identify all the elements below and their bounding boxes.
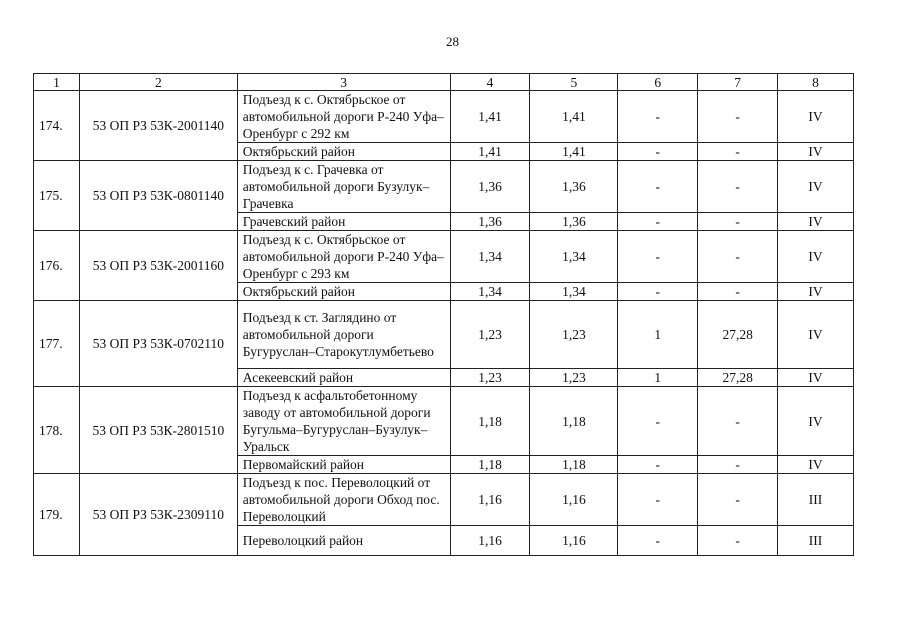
- header-cell: 5: [530, 74, 618, 91]
- value-cell: III: [778, 474, 854, 526]
- value-cell: 1,41: [450, 91, 530, 143]
- road-code: 53 ОП РЗ 53К-0801140: [79, 161, 237, 231]
- value-cell: 27,28: [698, 369, 778, 387]
- value-cell: -: [698, 456, 778, 474]
- table-row: [34, 301, 854, 369]
- value-cell: 1: [618, 301, 698, 369]
- header-cell: 8: [778, 74, 854, 91]
- value-cell: 1,16: [530, 474, 618, 526]
- value-cell: -: [698, 283, 778, 301]
- header-cell: 3: [237, 74, 450, 91]
- table-row: [34, 231, 854, 283]
- value-cell: 1,18: [530, 387, 618, 456]
- value-cell: 27,28: [698, 301, 778, 369]
- district-name: Октябрьский район: [237, 283, 450, 301]
- value-cell: 1,16: [450, 474, 530, 526]
- value-cell: 1,36: [530, 161, 618, 213]
- value-cell: 1,18: [450, 456, 530, 474]
- value-cell: IV: [778, 283, 854, 301]
- value-cell: 1,34: [530, 283, 618, 301]
- value-cell: -: [618, 91, 698, 143]
- road-name: Подъезд к асфальтобетонному заводу от автомобильной дороги Бугульма–Бугуруслан–Бузулук–Уральск: [237, 387, 450, 456]
- value-cell: 1: [618, 369, 698, 387]
- row-number: 175.: [34, 161, 80, 231]
- header-cell: 7: [698, 74, 778, 91]
- road-code: 53 ОП РЗ 53К-2001140: [79, 91, 237, 161]
- road-code: 53 ОП РЗ 53К-2801510: [79, 387, 237, 474]
- road-name: Подъезд к с. Грачевка от автомобильной дороги Бузулук–Грачевка: [237, 161, 450, 213]
- value-cell: -: [618, 526, 698, 556]
- road-code: 53 ОП РЗ 53К-2309110: [79, 474, 237, 556]
- value-cell: 1,41: [530, 143, 618, 161]
- value-cell: IV: [778, 369, 854, 387]
- road-name: Подъезд к ст. Заглядино от автомобильной дороги Бугуруслан–Старокутлумбетьево: [237, 301, 450, 369]
- road-code: 53 ОП РЗ 53К-2001160: [79, 231, 237, 301]
- district-name: Переволоцкий район: [237, 526, 450, 556]
- table-row: [34, 474, 854, 526]
- value-cell: 1,36: [450, 213, 530, 231]
- value-cell: -: [698, 387, 778, 456]
- value-cell: IV: [778, 143, 854, 161]
- value-cell: 1,16: [530, 526, 618, 556]
- value-cell: 1,34: [450, 283, 530, 301]
- roads-table: [33, 73, 854, 556]
- value-cell: -: [698, 161, 778, 213]
- value-cell: -: [698, 91, 778, 143]
- value-cell: -: [618, 387, 698, 456]
- road-name: Подъезд к с. Октябрьское от автомобильной дороги Р-240 Уфа–Оренбург с 293 км: [237, 231, 450, 283]
- header-cell: 6: [618, 74, 698, 91]
- header-cell: 1: [34, 74, 80, 91]
- district-name: Октябрьский район: [237, 143, 450, 161]
- row-number: 177.: [34, 301, 80, 387]
- value-cell: 1,41: [450, 143, 530, 161]
- value-cell: 1,23: [450, 301, 530, 369]
- value-cell: 1,18: [450, 387, 530, 456]
- row-number: 176.: [34, 231, 80, 301]
- value-cell: -: [618, 161, 698, 213]
- value-cell: 1,36: [530, 213, 618, 231]
- value-cell: 1,41: [530, 91, 618, 143]
- value-cell: IV: [778, 213, 854, 231]
- row-number: 178.: [34, 387, 80, 474]
- value-cell: 1,36: [450, 161, 530, 213]
- table-row: [34, 161, 854, 213]
- value-cell: -: [618, 474, 698, 526]
- value-cell: 1,34: [530, 231, 618, 283]
- header-cell: 2: [79, 74, 237, 91]
- district-name: Первомайский район: [237, 456, 450, 474]
- value-cell: 1,23: [530, 301, 618, 369]
- value-cell: -: [698, 143, 778, 161]
- value-cell: IV: [778, 161, 854, 213]
- value-cell: -: [698, 474, 778, 526]
- page-number: 28: [446, 34, 459, 49]
- value-cell: 1,16: [450, 526, 530, 556]
- value-cell: III: [778, 526, 854, 556]
- district-name: Грачевский район: [237, 213, 450, 231]
- value-cell: -: [698, 526, 778, 556]
- value-cell: IV: [778, 456, 854, 474]
- value-cell: -: [618, 283, 698, 301]
- value-cell: IV: [778, 91, 854, 143]
- row-number: 174.: [34, 91, 80, 161]
- header-row: [34, 74, 854, 91]
- road-code: 53 ОП РЗ 53К-0702110: [79, 301, 237, 387]
- table-row: [34, 387, 854, 456]
- value-cell: IV: [778, 301, 854, 369]
- road-name: Подъезд к с. Октябрьское от автомобильной дороги Р-240 Уфа–Оренбург с 292 км: [237, 91, 450, 143]
- table-row: [34, 91, 854, 143]
- value-cell: -: [618, 143, 698, 161]
- value-cell: 1,23: [530, 369, 618, 387]
- value-cell: IV: [778, 387, 854, 456]
- value-cell: -: [618, 213, 698, 231]
- value-cell: 1,23: [450, 369, 530, 387]
- district-name: Асекеевский район: [237, 369, 450, 387]
- value-cell: IV: [778, 231, 854, 283]
- value-cell: -: [698, 231, 778, 283]
- value-cell: 1,18: [530, 456, 618, 474]
- value-cell: -: [618, 231, 698, 283]
- value-cell: -: [698, 213, 778, 231]
- header-cell: 4: [450, 74, 530, 91]
- road-name: Подъезд к пос. Переволоцкий от автомобильной дороги Обход пос. Переволоцкий: [237, 474, 450, 526]
- value-cell: 1,34: [450, 231, 530, 283]
- row-number: 179.: [34, 474, 80, 556]
- value-cell: -: [618, 456, 698, 474]
